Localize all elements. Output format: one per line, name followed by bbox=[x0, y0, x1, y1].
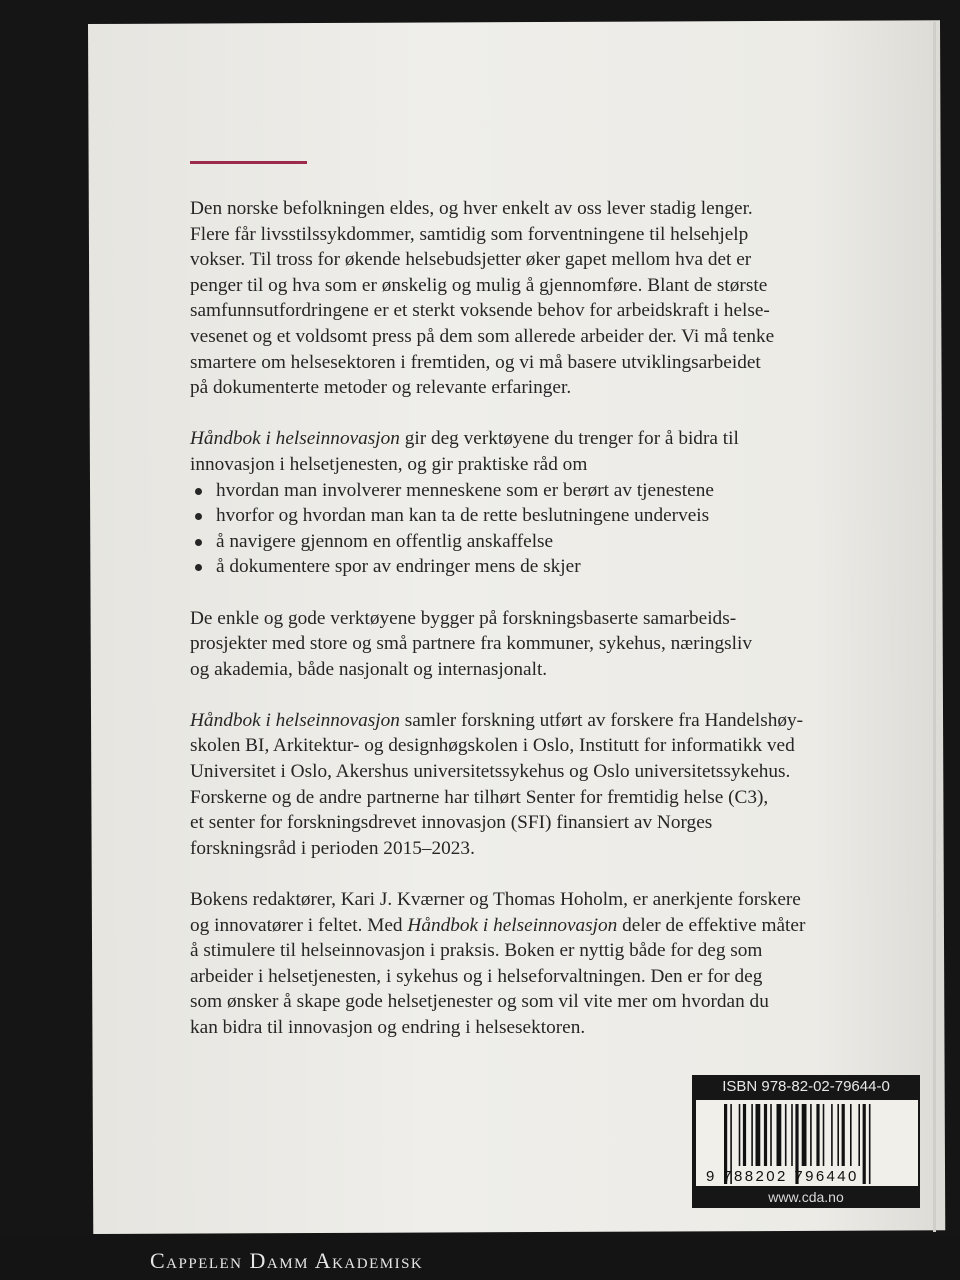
barcode-bar bbox=[869, 1104, 871, 1184]
text-segment: smartere om helsesektoren i fremtiden, og vi må basere utviklingsarbeidet bbox=[190, 351, 761, 373]
paragraph bbox=[190, 708, 805, 862]
paragraph bbox=[190, 196, 805, 401]
barcode-bar bbox=[816, 1104, 819, 1166]
text-segment: innovasjon i helsetjenesten, og gir praktiske råd om bbox=[190, 453, 588, 475]
text-line bbox=[190, 631, 805, 657]
publisher-url: www.cda.no bbox=[768, 1189, 844, 1205]
text-line bbox=[190, 989, 805, 1015]
text-line bbox=[190, 938, 805, 964]
bullet-item: å dokumentere spor av endringer mens de skjer bbox=[190, 554, 805, 580]
text-segment: og innovatører i feltet. Med bbox=[190, 914, 408, 936]
text-line bbox=[190, 887, 805, 913]
barcode-bar bbox=[837, 1104, 839, 1166]
text-segment: som ønsker å skape gode helsetjenester og som vil vite mer om hvordan du bbox=[190, 991, 769, 1013]
text-line bbox=[190, 324, 805, 350]
cover-text bbox=[190, 196, 805, 1066]
text-line bbox=[190, 810, 805, 836]
barcode-bar bbox=[823, 1104, 825, 1166]
bullet-item: hvorfor og hvordan man kan ta de rette beslutningene underveis bbox=[190, 503, 805, 529]
text-line bbox=[190, 836, 805, 862]
barcode-bar bbox=[764, 1104, 767, 1166]
text-segment: Universitet i Oslo, Akershus universitetssykehus og Oslo universitetssykehus. bbox=[190, 761, 791, 783]
text-line bbox=[190, 196, 805, 222]
text-segment: deler de effektive måter bbox=[617, 914, 806, 936]
text-line bbox=[190, 785, 805, 811]
barcode-bar bbox=[770, 1104, 772, 1166]
text-segment: vokser. Til tross for økende helsebudsjetter øker gapet mellom hva det er bbox=[190, 249, 752, 271]
text-segment: Bokens redaktører, Kari J. Kværner og Thomas Hoholm, er anerkjente forskere bbox=[190, 889, 801, 911]
paragraph bbox=[190, 887, 805, 1041]
isbn-barcode-box bbox=[692, 1075, 920, 1208]
text-segment: skolen BI, Arkitektur- og designhøgskolen i Oslo, Institutt for informatikk ved bbox=[190, 735, 795, 757]
text-line bbox=[190, 733, 805, 759]
text-line bbox=[190, 247, 805, 273]
text-segment: penger til og hva som er ønskelig og mulig å gjennomføre. Blant de største bbox=[190, 274, 768, 296]
barcode-bar bbox=[863, 1104, 866, 1184]
text-segment: forskningsråd i perioden 2015–2023. bbox=[190, 837, 475, 859]
barcode-bar bbox=[831, 1104, 833, 1166]
paragraph bbox=[190, 426, 805, 580]
text-segment: gir deg verktøyene du trenger for å bidra til bbox=[399, 428, 739, 450]
text-segment: kan bidra til innovasjon og endring i helsesektoren. bbox=[190, 1017, 586, 1038]
barcode-bar bbox=[785, 1104, 787, 1166]
book-title-italic: Håndbok i helseinnovasjon bbox=[407, 914, 618, 936]
text-segment: Flere får livsstilssykdommer, samtidig som forventningene til helsehjelp bbox=[190, 223, 749, 245]
book-title-italic: Håndbok i helseinnovasjon bbox=[190, 709, 400, 731]
barcode-bar bbox=[858, 1104, 860, 1166]
text-line bbox=[190, 350, 805, 376]
text-segment: å stimulere til helseinnovasjon i praksis. Boken er nyttig både for deg som bbox=[190, 940, 763, 962]
text-segment: arbeider i helsetjenesten, i sykehus og i helseforvaltningen. Den er for deg bbox=[190, 965, 763, 987]
text-segment: et senter for forskningsdrevet innovasjon (SFI) finansiert av Norges bbox=[190, 812, 713, 834]
barcode-bar bbox=[842, 1104, 845, 1166]
text-line bbox=[190, 452, 805, 478]
bottom-band bbox=[0, 1234, 960, 1280]
paragraph bbox=[190, 606, 805, 683]
text-line bbox=[190, 657, 805, 683]
accent-rule bbox=[190, 161, 307, 164]
barcode-bar bbox=[751, 1104, 753, 1166]
text-line bbox=[190, 606, 805, 632]
barcode-bar bbox=[777, 1104, 782, 1166]
text-segment: samler forskning utført av forskere fra Handelshøy- bbox=[399, 709, 804, 731]
isbn-number: ISBN 978-82-02-79644-0 bbox=[722, 1078, 890, 1095]
barcode-bar bbox=[791, 1104, 793, 1166]
text-segment: prosjekter med store og små partnere fra kommuner, sykehus, næringsliv bbox=[190, 633, 752, 655]
text-line bbox=[190, 913, 805, 939]
barcode-bar bbox=[756, 1104, 761, 1166]
text-segment: vesenet og et voldsomt press på dem som allerede arbeider der. Vi må tenke bbox=[190, 325, 775, 347]
text-line bbox=[190, 375, 805, 401]
publisher-name: Cappelen Damm Akademisk bbox=[150, 1248, 424, 1273]
text-line bbox=[190, 273, 805, 299]
text-segment: Den norske befolkningen eldes, og hver enkelt av oss lever stadig lenger. bbox=[190, 198, 753, 219]
barcode-digits: 9 788202 796440 bbox=[706, 1168, 859, 1185]
text-segment: samfunnsutfordringene er et sterkt voksende behov for arbeidskraft i helse- bbox=[190, 300, 770, 322]
spine-fold bbox=[933, 22, 936, 1232]
text-line bbox=[190, 964, 805, 990]
text-line bbox=[190, 759, 805, 785]
text-line bbox=[190, 426, 805, 452]
barcode-bar bbox=[743, 1104, 746, 1166]
text-line bbox=[190, 1015, 805, 1041]
barcode bbox=[696, 1100, 918, 1186]
text-segment: Forskerne og de andre partnerne har tilhørt Senter for fremtidig helse (C3), bbox=[190, 786, 769, 808]
bullet-item: å navigere gjennom en offentlig anskaffelse bbox=[190, 529, 805, 555]
book-title-italic: Håndbok i helseinnovasjon bbox=[190, 428, 400, 450]
bullet-item: hvordan man involverer menneskene som er berørt av tjenestene bbox=[190, 478, 805, 504]
text-segment: og akademia, både nasjonalt og internasjonalt. bbox=[190, 658, 548, 680]
barcode-bar bbox=[802, 1104, 807, 1166]
text-line bbox=[190, 298, 805, 324]
text-line bbox=[190, 708, 805, 734]
text-segment: De enkle og gode verktøyene bygger på forskningsbaserte samarbeids- bbox=[190, 607, 737, 629]
text-line bbox=[190, 222, 805, 248]
text-segment: på dokumenterte metoder og relevante erfaringer. bbox=[190, 377, 572, 399]
barcode-bar bbox=[739, 1104, 741, 1166]
barcode-bar bbox=[810, 1104, 812, 1166]
barcode-bar bbox=[850, 1104, 852, 1166]
